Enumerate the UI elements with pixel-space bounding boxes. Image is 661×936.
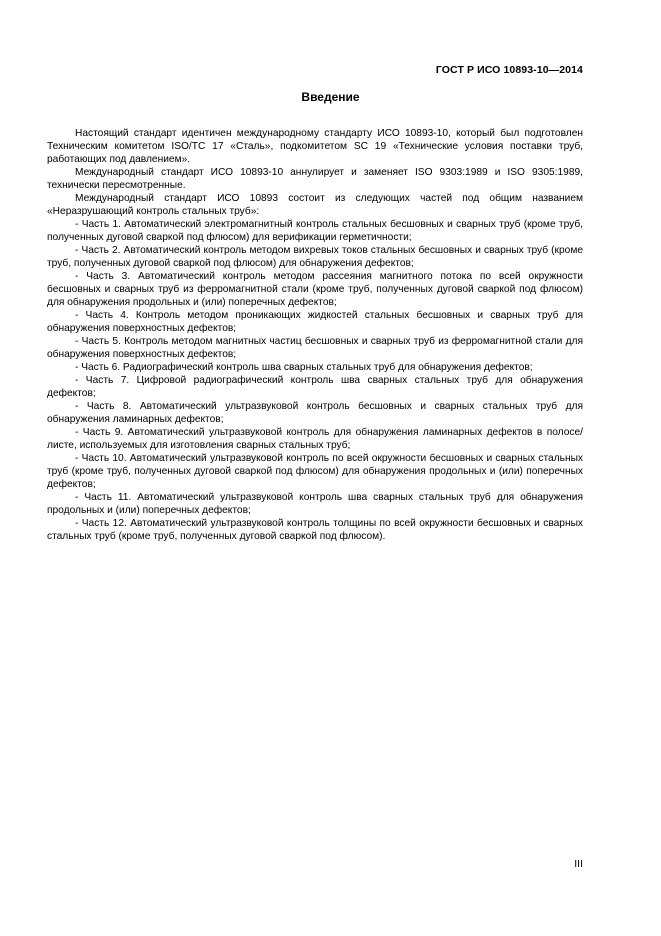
list-item: - Часть 9. Автоматический ультразвуковой контроль для обнаружения ламинарных дефектов в полосе/листе, используемых для изготовления сварных стальных труб; — [47, 427, 583, 451]
list-item: - Часть 1. Автоматический электромагнитный контроль стальных бесшовных и сварных труб (кроме труб, полученных дуговой сваркой под флюсом) для верификации герметичности; — [47, 219, 583, 243]
list-item: - Часть 11. Автоматический ультразвуковой контроль шва сварных стальных труб для обнаружения продольных и (или) поперечных дефектов; — [47, 492, 583, 516]
page-number: III — [574, 858, 583, 870]
list-item: - Часть 8. Автоматический ультразвуковой контроль бесшовных и сварных стальных труб для обнаружения ламинарных дефектов; — [47, 401, 583, 425]
list-item: - Часть 3. Автоматический контроль методом рассеяния магнитного потока по всей окружности бесшовных и сварных труб из ферромагнитной стали (кроме труб, полученных дуговой сваркой под флюсом) для обнаружения продольных и (или) поперечных дефектов; — [47, 271, 583, 308]
paragraph: Международный стандарт ИСО 10893 состоит из следующих частей под общим названием «Неразрушающий контроль стальных труб»: — [47, 193, 583, 217]
list-item: - Часть 6. Радиографический контроль шва сварных стальных труб для обнаружения дефектов; — [75, 362, 533, 373]
document-header: ГОСТ Р ИСО 10893-10—2014 — [435, 64, 583, 76]
list-item: - Часть 10. Автоматический ультразвуковой контроль по всей окружности бесшовных и сварных стальных труб (кроме труб, полученных дуговой сваркой под флюсом) для обнаружения продольных и (или) поперечных дефектов; — [47, 453, 583, 490]
list-item: - Часть 7. Цифровой радиографический контроль шва сварных стальных труб для обнаружения дефектов; — [47, 375, 583, 399]
list-item: - Часть 4. Контроль методом проникающих жидкостей стальных бесшовных и сварных труб для обнаружения поверхностных дефектов; — [47, 310, 583, 334]
list-item: - Часть 5. Контроль методом магнитных частиц бесшовных и сварных труб из ферромагнитной стали для обнаружения поверхностных дефектов; — [47, 336, 583, 360]
list-item: - Часть 12. Автоматический ультразвуковой контроль толщины по всей окружности бесшовных и сварных стальных труб (кроме труб, полученных дуговой сваркой под флюсом). — [47, 518, 583, 542]
body-text — [47, 127, 583, 543]
paragraph: Международный стандарт ИСО 10893-10 аннулирует и заменяет ISO 9303:1989 и ISO 9305:1989, технически пересмотренные. — [47, 167, 583, 191]
section-title: Введение — [301, 90, 360, 104]
paragraph: Настоящий стандарт идентичен международному стандарту ИСО 10893-10, который был подготовлен Техническим комитетом ISO/TC 17 «Сталь», подкомитетом SC 19 «Технические условия поставки труб, работающих под давлением». — [47, 128, 583, 165]
list-item: - Часть 2. Автоматический контроль методом вихревых токов стальных бесшовных и сварных труб (кроме труб, полученных дуговой сваркой под флюсом) для обнаружения дефектов; — [47, 245, 583, 269]
